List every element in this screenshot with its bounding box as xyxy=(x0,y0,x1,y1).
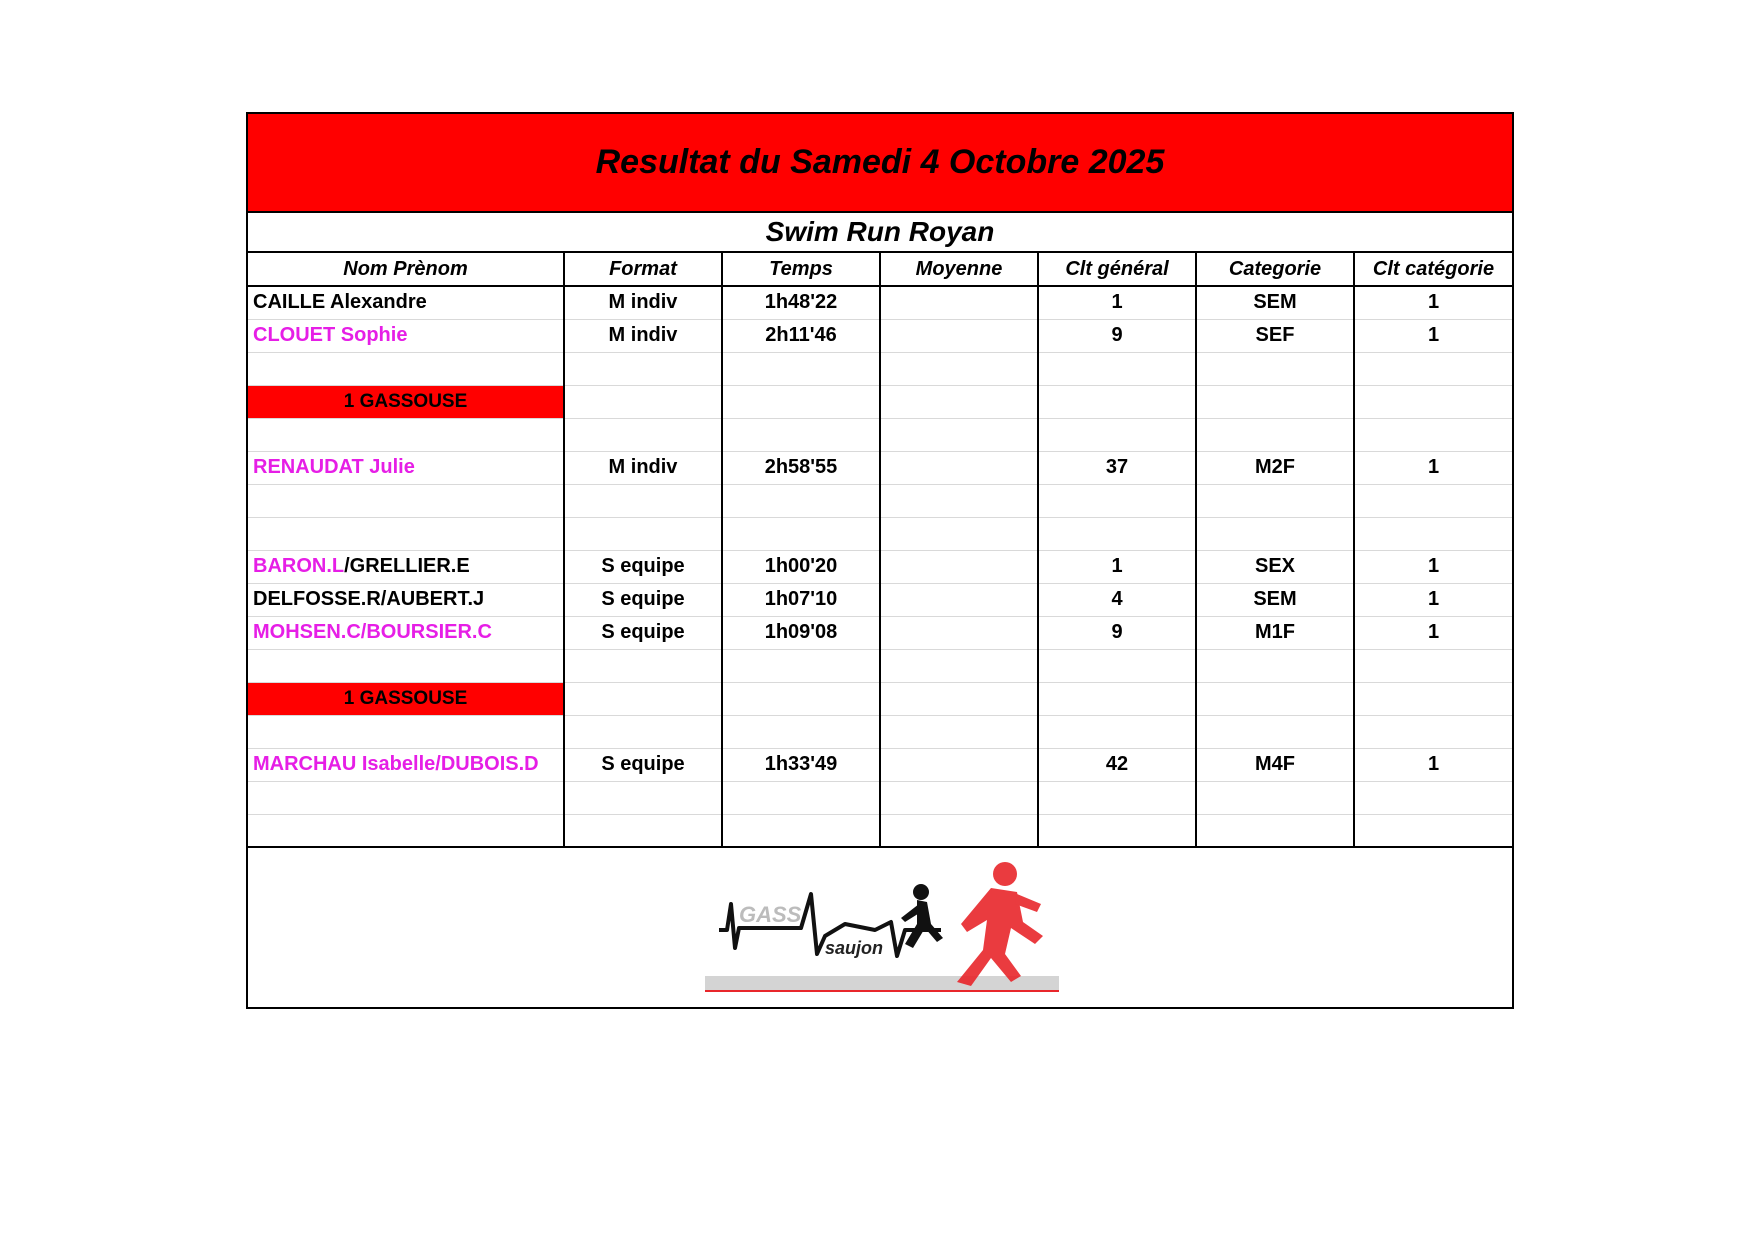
col-header-temps: Temps xyxy=(722,253,880,286)
empty-row xyxy=(248,418,1512,451)
cell-clt-categorie: 1 xyxy=(1354,319,1512,352)
cell-clt-general: 42 xyxy=(1038,748,1196,781)
cell-clt-categorie: 1 xyxy=(1354,748,1512,781)
cell-format: M indiv xyxy=(564,451,722,484)
table-row xyxy=(248,451,1512,484)
empty-row xyxy=(248,814,1512,847)
table-row xyxy=(248,583,1512,616)
cell-clt-general: 4 xyxy=(1038,583,1196,616)
empty-row xyxy=(248,715,1512,748)
cell-name: CAILLE Alexandre xyxy=(248,286,564,319)
cell-format: S equipe xyxy=(564,616,722,649)
event-name: Swim Run Royan xyxy=(248,213,1512,253)
cell-categorie: SEM xyxy=(1196,583,1354,616)
cell-name xyxy=(248,550,564,583)
cell-moyenne xyxy=(880,319,1038,352)
cell-clt-general: 1 xyxy=(1038,286,1196,319)
cell-moyenne xyxy=(880,286,1038,319)
col-header-clt-categorie: Clt catégorie xyxy=(1354,253,1512,286)
cell-name: DELFOSSE.R/AUBERT.J xyxy=(248,583,564,616)
name-part-black: /GRELLIER.E xyxy=(344,555,470,577)
cell-categorie: M1F xyxy=(1196,616,1354,649)
cell-temps: 1h07'10 xyxy=(722,583,880,616)
logo-town: saujon xyxy=(825,938,884,958)
logo-base-bar xyxy=(705,976,1059,992)
cell-clt-general: 1 xyxy=(1038,550,1196,583)
col-header-clt-general: Clt général xyxy=(1038,253,1196,286)
results-sheet xyxy=(246,112,1514,1009)
cell-clt-categorie: 1 xyxy=(1354,451,1512,484)
title-band xyxy=(248,114,1512,213)
cell-name: MOHSEN.C/BOURSIER.C xyxy=(248,616,564,649)
cell-clt-general: 9 xyxy=(1038,616,1196,649)
banner-row xyxy=(248,682,1512,715)
cell-categorie: M2F xyxy=(1196,451,1354,484)
cell-format: M indiv xyxy=(564,319,722,352)
cell-categorie: SEM xyxy=(1196,286,1354,319)
empty-row xyxy=(248,781,1512,814)
results-table xyxy=(248,253,1512,848)
table-row xyxy=(248,319,1512,352)
cell-clt-general: 9 xyxy=(1038,319,1196,352)
col-header-name: Nom Prènom xyxy=(248,253,564,286)
cell-name: RENAUDAT Julie xyxy=(248,451,564,484)
cell-name: MARCHAU Isabelle/DUBOIS.D xyxy=(248,748,564,781)
cell-format: S equipe xyxy=(564,583,722,616)
table-row xyxy=(248,748,1512,781)
cell-clt-categorie: 1 xyxy=(1354,550,1512,583)
cell-temps: 2h58'55 xyxy=(722,451,880,484)
cell-moyenne xyxy=(880,748,1038,781)
cell-format: M indiv xyxy=(564,286,722,319)
table-row xyxy=(248,550,1512,583)
col-header-moyenne: Moyenne xyxy=(880,253,1038,286)
cell-temps: 1h00'20 xyxy=(722,550,880,583)
club-banner: 1 GASSOUSE xyxy=(248,682,564,715)
cell-clt-categorie: 1 xyxy=(1354,616,1512,649)
cell-clt-general: 37 xyxy=(1038,451,1196,484)
cell-moyenne xyxy=(880,616,1038,649)
col-header-categorie: Categorie xyxy=(1196,253,1354,286)
cell-clt-categorie: 1 xyxy=(1354,583,1512,616)
cell-temps: 2h11'46 xyxy=(722,319,880,352)
empty-row xyxy=(248,649,1512,682)
cell-temps: 1h33'49 xyxy=(722,748,880,781)
big-runner-icon xyxy=(957,862,1043,986)
gass-saujon-logo xyxy=(705,858,1059,998)
header-row xyxy=(248,253,1512,286)
cell-moyenne xyxy=(880,550,1038,583)
empty-row xyxy=(248,517,1512,550)
logo-area xyxy=(248,848,1512,1007)
empty-row xyxy=(248,352,1512,385)
table-row xyxy=(248,286,1512,319)
small-runner-icon xyxy=(901,884,943,948)
cell-categorie: SEX xyxy=(1196,550,1354,583)
cell-categorie: M4F xyxy=(1196,748,1354,781)
table-row xyxy=(248,616,1512,649)
banner-row xyxy=(248,385,1512,418)
cell-format: S equipe xyxy=(564,550,722,583)
cell-temps: 1h09'08 xyxy=(722,616,880,649)
cell-name: CLOUET Sophie xyxy=(248,319,564,352)
cell-temps: 1h48'22 xyxy=(722,286,880,319)
cell-moyenne xyxy=(880,583,1038,616)
club-banner: 1 GASSOUSE xyxy=(248,385,564,418)
empty-row xyxy=(248,484,1512,517)
logo-letters: GASS xyxy=(739,902,802,927)
cell-format: S equipe xyxy=(564,748,722,781)
cell-moyenne xyxy=(880,451,1038,484)
name-part-pink: BARON.L xyxy=(253,555,345,577)
page-title: Resultat du Samedi 4 Octobre 2025 xyxy=(595,143,1165,181)
cell-clt-categorie: 1 xyxy=(1354,286,1512,319)
cell-categorie: SEF xyxy=(1196,319,1354,352)
col-header-format: Format xyxy=(564,253,722,286)
